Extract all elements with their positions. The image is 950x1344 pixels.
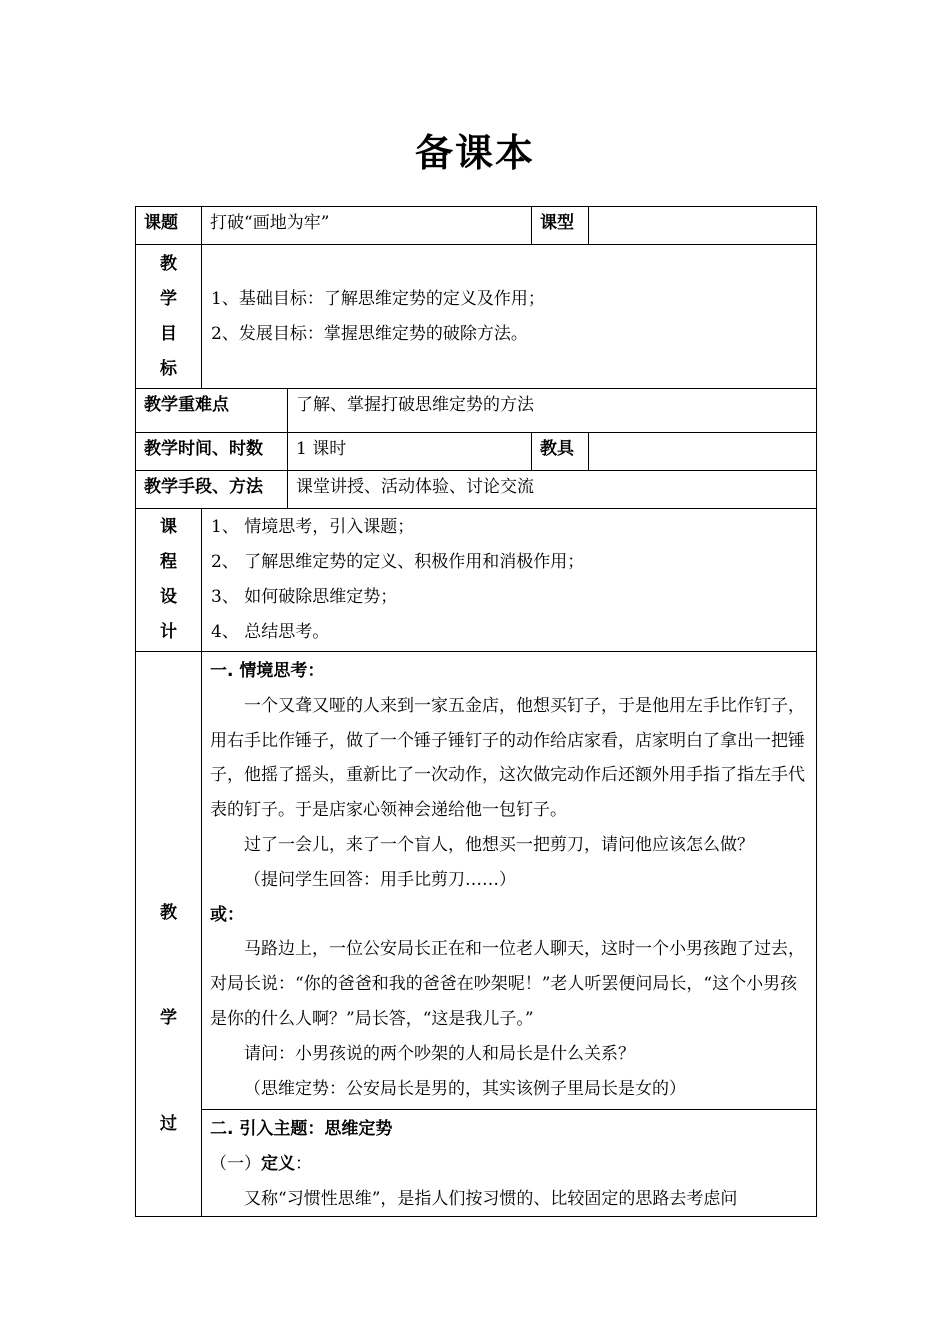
- paragraph: 请问：小男孩说的两个吵架的人和局长是什么关系？: [244, 1043, 635, 1064]
- subsection-prefix: （一）: [210, 1153, 261, 1174]
- design-label-char: 设: [160, 587, 177, 607]
- topic-label: 课题: [136, 207, 202, 245]
- row-process-2: [136, 1110, 817, 1217]
- process-label-char: 学: [160, 1008, 177, 1028]
- goals-label-char: 标: [160, 358, 177, 379]
- page-title: 备课本: [414, 131, 535, 175]
- subsection-title: [210, 1147, 808, 1182]
- design-label-char: 课: [160, 517, 177, 537]
- row-goals: [136, 245, 817, 389]
- time-label: 教学时间、时数: [136, 433, 288, 471]
- design-line: 3、 如何破除思维定势；: [211, 587, 398, 607]
- design-content: [202, 509, 817, 652]
- section-title: 一. 情境思考：: [210, 661, 325, 681]
- row-design: [136, 509, 817, 652]
- row-topic: [136, 207, 817, 245]
- process-label-char: 过: [160, 1114, 177, 1134]
- row-key-points: [136, 389, 817, 433]
- design-line: 2、 了解思维定势的定义、积极作用和消极作用；: [211, 552, 585, 572]
- process-label-char: 教: [160, 903, 177, 923]
- design-label-char: 程: [160, 552, 177, 572]
- design-label: [136, 509, 202, 652]
- row-methods: [136, 471, 817, 509]
- section-title: 二. 引入主题：思维定势: [210, 1119, 393, 1139]
- row-process-1: [136, 652, 817, 1110]
- subsection-colon: ：: [295, 1153, 312, 1174]
- key-points-label: 教学重难点: [136, 389, 288, 433]
- process-section-1: [202, 652, 817, 1110]
- process-section-2: [202, 1110, 817, 1217]
- goal-line: 2、发展目标：掌握思维定势的破除方法。: [211, 323, 528, 344]
- subsection-label: 定义: [261, 1153, 295, 1174]
- or-label: 或：: [210, 904, 244, 925]
- goals-label-char: 学: [160, 288, 177, 309]
- goals-label-char: 目: [160, 323, 177, 344]
- row-time: [136, 433, 817, 471]
- goal-line: 1、基础目标：了解思维定势的定义及作用；: [211, 288, 545, 309]
- topic-value: 打破“画地为牢”: [202, 207, 532, 245]
- design-line: 4、 总结思考。: [211, 622, 330, 642]
- paragraph: 过了一会儿，来了一个盲人，他想买一把剪刀，请问他应该怎么做？: [244, 834, 754, 855]
- type-value: [589, 207, 817, 245]
- methods-value: 课堂讲授、活动体验、讨论交流: [288, 471, 817, 509]
- note: （提问学生回答：用手比剪刀……）: [244, 869, 516, 890]
- goals-label-char: 教: [160, 253, 177, 274]
- type-label: 课型: [532, 207, 589, 245]
- design-label-char: 计: [160, 622, 177, 642]
- lesson-plan-table: [135, 206, 817, 1217]
- design-line: 1、 情境思考，引入课题；: [211, 517, 415, 537]
- paragraph: 一个又聋又哑的人来到一家五金店，他想买钉子，于是他用左手比作钉子，用右手比作锤子，做了一个锤子锤钉子的动作给店家看，店家明白了拿出一把锤子，他摇了摇头，重新比了一次动作，这次做完动作后还额外用手指了指左手代表的钉子。于是店家心领神会递给他一包钉子。: [210, 695, 805, 821]
- key-points-value: 了解、掌握打破思维定势的方法: [288, 389, 817, 433]
- methods-label: 教学手段、方法: [136, 471, 288, 509]
- note: （思维定势：公安局长是男的，其实该例子里局长是女的）: [244, 1078, 686, 1099]
- tools-label: 教具: [532, 433, 589, 471]
- goals-content: [202, 245, 817, 389]
- goals-label: [136, 245, 202, 389]
- tools-value: [589, 433, 817, 471]
- process-label: [136, 652, 202, 1217]
- time-value: 1 课时: [288, 433, 532, 471]
- paragraph: 马路边上，一位公安局长正在和一位老人聊天，这时一个小男孩跑了过去，对局长说：“你的爸爸和我的爸爸在吵架呢！”老人听罢便问局长，“这个小男孩是你的什么人啊？”局长答，“这是我儿子。”: [210, 939, 805, 1029]
- paragraph: 又称“习惯性思维”，是指人们按习惯的、比较固定的思路去考虑问: [244, 1188, 738, 1209]
